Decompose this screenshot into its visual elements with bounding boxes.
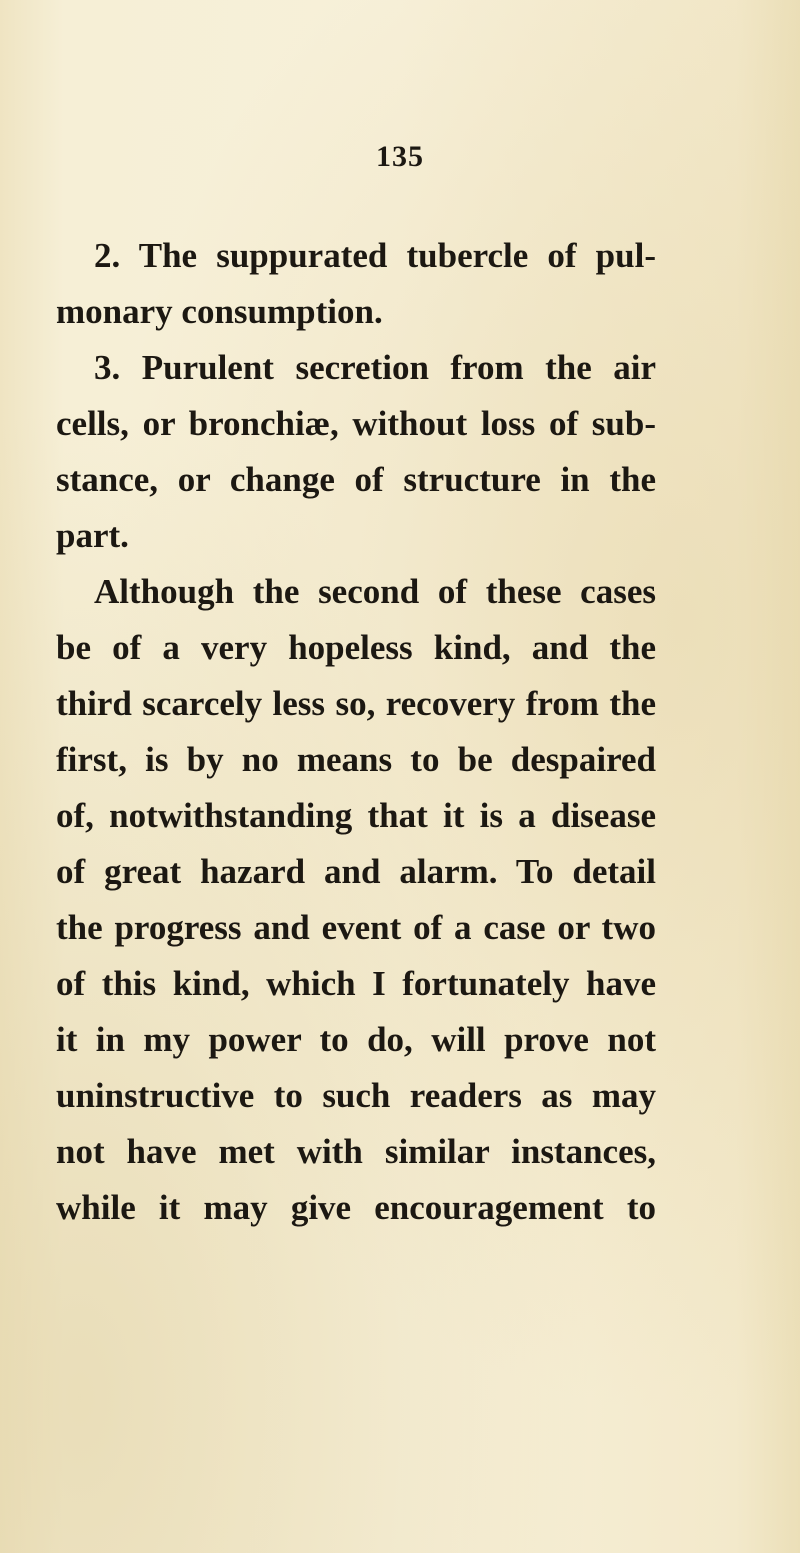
page-number: 135: [376, 140, 424, 173]
text-line: of this kind, which I fortunately have: [56, 964, 656, 1003]
text-line: of great hazard and alarm. To detail: [56, 852, 656, 891]
text-line: of, notwithstanding that it is a disease: [56, 796, 656, 835]
text-line: it in my power to do, will prove not: [56, 1020, 656, 1059]
text-line: part.: [56, 516, 129, 555]
text-line: monary consumption.: [56, 292, 383, 331]
text-line: first, is by no means to be despaired: [56, 740, 656, 779]
text-line: 3. Purulent secretion from the air: [94, 348, 656, 387]
text-line: be of a very hopeless kind, and the: [56, 628, 656, 667]
text-line: while it may give encouragement to: [56, 1188, 656, 1227]
text-line: 2. The suppurated tubercle of pul-: [94, 236, 656, 275]
text-line: Although the second of these cases: [94, 572, 656, 611]
body-text: [56, 228, 656, 1236]
text-line: third scarcely less so, recovery from the: [56, 684, 656, 723]
text-line: not have met with similar instances,: [56, 1132, 656, 1171]
text-line: cells, or bronchiæ, without loss of sub-: [56, 404, 656, 443]
text-line: stance, or change of structure in the: [56, 460, 656, 499]
text-line: uninstructive to such readers as may: [56, 1076, 656, 1115]
text-line: the progress and event of a case or two: [56, 908, 656, 947]
